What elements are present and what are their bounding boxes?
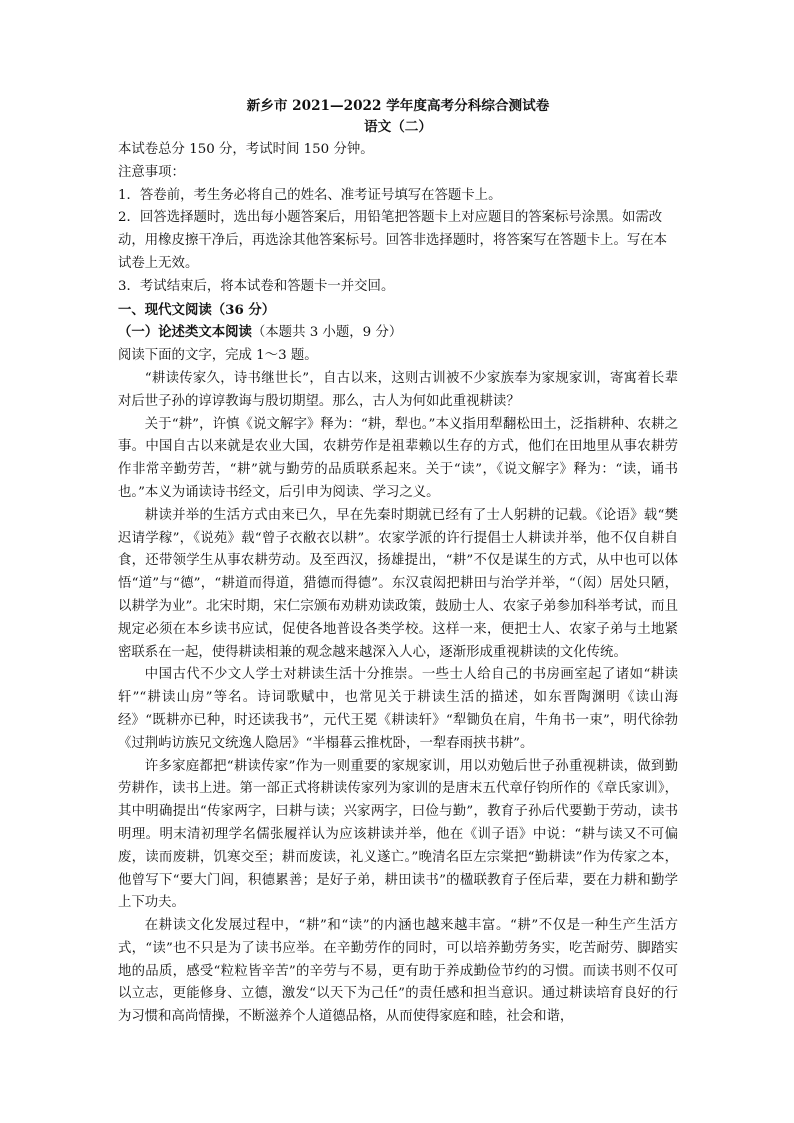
page-content <box>118 96 678 1029</box>
notice-label: 注意事项： <box>118 164 185 180</box>
article-paragraph-5: 许多家庭都把“耕读传家”作为一则重要的家规家训，用以劝勉后世子孙重视耕读，做到勤劳耕作，读书上进。第一部正式将耕读传家列为家训的是唐末五代章仔钧所作的《章氏家训》，其中明确提出“传家两字，曰耕与读；兴家两字，曰俭与勤”，教育子孙后代要勤于劳动，读书明理。明末清初理学名儒张履祥认为应该耕读并举，他在《训子语》中说：“耕与读又不可偏废，读而废耕，饥寒交至；耕而废读，礼义遂亡。”晚清名臣左宗棠把“勤耕读”作为传家之本，他曾写下“要大门闾，积德累善；是好子弟，耕田读书”的楹联教育子侄后辈，要在力耕和勤学上下功夫。 <box>118 758 678 911</box>
exam-total-info: 本试卷总分 150 分，考试时间 150 分钟。 <box>118 142 374 157</box>
exam-title: 新乡市 2021—2022 学年度高考分科综合测试卷 <box>246 98 550 114</box>
reading-instruction: 阅读下面的文字，完成 1～3 题。 <box>118 348 318 364</box>
notice-item-3: 3．考试结束后，将本试卷和答题卡一并交回。 <box>118 278 395 294</box>
subsection-heading <box>118 321 678 345</box>
article-paragraph-2: 关于“耕”，许慎《说文解字》释为：“耕，犁也。”本义指用犁翻松田土，泛指耕种、农耕之事。中国自古以来就是农业大国，农耕劳作是祖辈赖以生存的方式，他们在田地里从事农耕劳作非常辛勤劳苦，“耕”就与勤劳的品质联系起来。关于“读”，《说文解字》释为：“读，诵书也。”本义为诵读诗书经文，后引申为阅读、学习之义。 <box>118 416 678 500</box>
article-paragraph-4: 中国古代不少文人学士对耕读生活十分推崇。一些士人给自己的书房画室起了诸如“耕读轩”“耕读山房”等名。诗词歌赋中，也常见关于耕读生活的描述，如东晋陶渊明《读山海经》“既耕亦已种，时还读我书”，元代王冕《耕读轩》“犁锄负在肩，牛角书一束”，明代徐勃《过荆屿访族兄文统逸人隐居》“半榻暮云推枕卧，一犁春雨挟书耕”。 <box>118 667 678 751</box>
article-paragraph-6: 在耕读文化发展过程中，“耕”和“读”的内涵也越来越丰富。“耕”不仅是一种生产生活方式，“读”也不只是为了读书应举。在辛勤劳作的同时，可以培养勤劳务实，吃苦耐劳、脚踏实地的品质，感受“粒粒皆辛苦”的辛劳与不易，更有助于养成勤俭节约的习惯。而读书则不仅可以立志，更能修身、立德，激发“以天下为己任”的责任感和担当意识。通过耕读培育良好的行为习惯和高尚情操，不断滋养个人道德品格，从而使得家庭和睦，社会和谐， <box>118 918 678 1025</box>
notice-item-1: 1．答卷前，考生务必将自己的姓名、准考证号填写在答题卡上。 <box>118 187 502 203</box>
article-paragraph-3: 耕读并举的生活方式由来已久，早在先秦时期就已经有了士人躬耕的记载。《论语》载“樊迟请学稼”，《说苑》载“曾子衣敝衣以耕”。农家学派的许行提倡士人耕读并举，他不仅自耕自食，还带领学生从事农耕劳动。及至西汉，扬雄提出，“耕”不仅是谋生的方式，从中也可以体悟“道”与“德”，“耕道而得道，猎德而得德”。东汉袁闳把耕田与治学并举，“（闳）居处只陋，以耕学为业”。北宋时期，宋仁宗颁布劝耕劝读政策，鼓励士人、农家子弟参加科举考试，而且规定必须在本乡读书应试，促使各地普设各类学校。这样一来，便把士人、农家子弟与土地紧密联系在一起，使得耕读相兼的观念越来越深入人心，逐渐形成重视耕读的文化传统。 <box>118 507 678 660</box>
article-paragraph-1: “耕读传家久，诗书继世长”，自古以来，这则古训被不少家族奉为家规家训，寄寓着长辈对后世子孙的谆谆教诲与殷切期望。那么，古人为何如此重视耕读？ <box>118 370 678 409</box>
subsection-heading-detail: （本题共 3 小题，9 分） <box>251 325 403 341</box>
subsection-heading-title: （一）论述类文本阅读 <box>118 324 252 341</box>
section-heading: 一、现代文阅读（36 分） <box>118 301 276 318</box>
exam-subtitle: 语文（二） <box>364 119 432 135</box>
notice-item-2: 2．回答选择题时，选出每小题答案后，用铅笔把答题卡上对应题目的答案标号涂黑。如需改动，用橡皮擦干净后，再选涂其他答案标号。回答非选择题时，将答案写在答题卡上。写在本试卷上无效。 <box>118 210 668 271</box>
